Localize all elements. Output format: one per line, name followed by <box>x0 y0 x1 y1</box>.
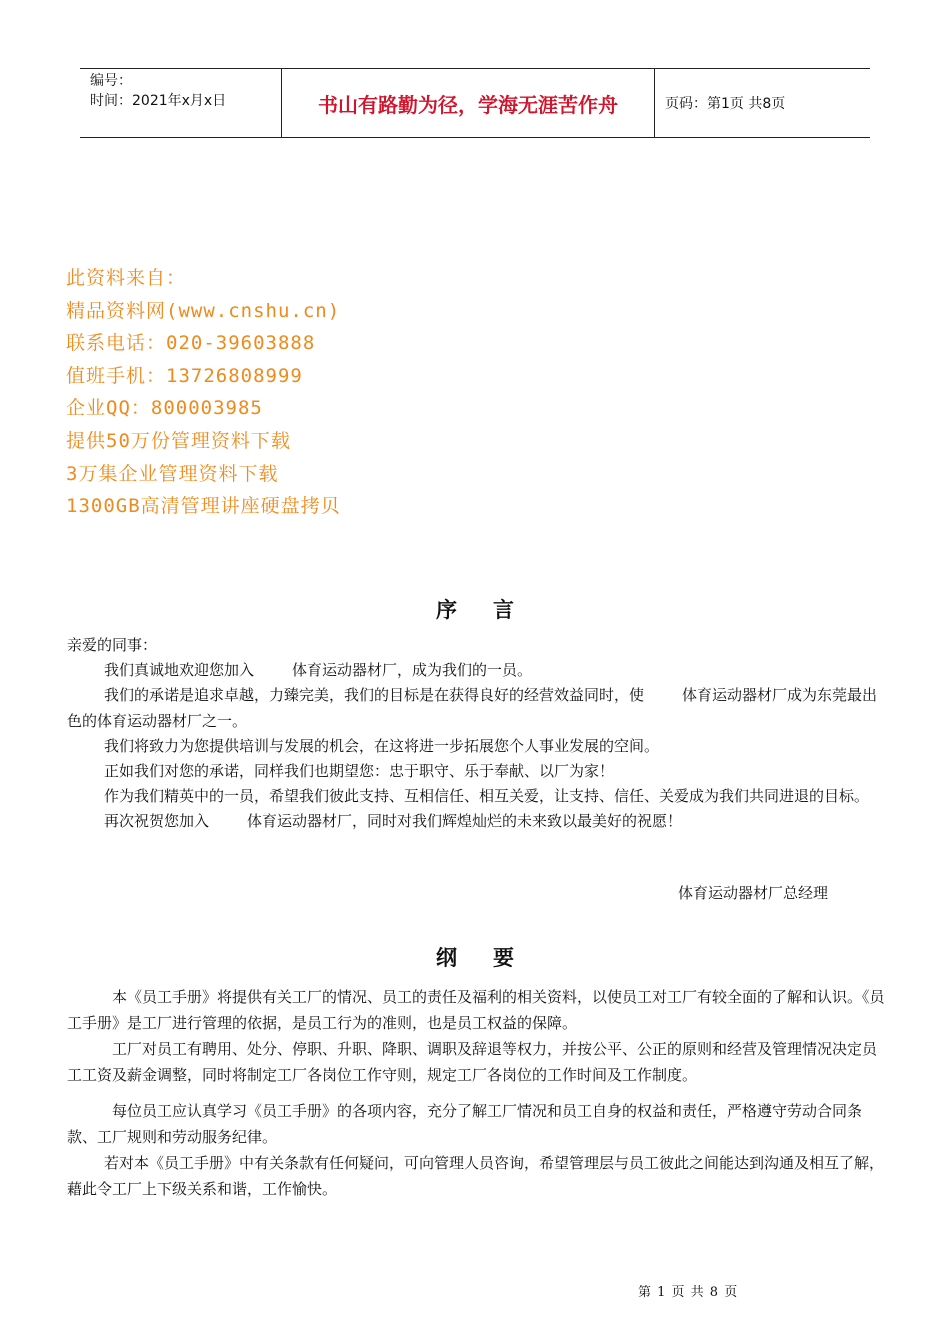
text-run: 再次祝贺您加入 <box>104 812 210 831</box>
text-run: 体育运动器材厂成为东莞最出色的体育运动器材厂之一。 <box>67 686 878 730</box>
preface-paragraph: 作为我们精英中的一员，希望我们彼此支持、互相信任、相互关爱，让支持、信任、关爱成为我们共同进退的目标。 <box>104 787 870 806</box>
source-line: 精品资料网(www.cnshu.cn) <box>66 299 341 322</box>
text-run: 我们真诚地欢迎您加入 <box>104 661 255 680</box>
preface-paragraph <box>67 683 885 733</box>
page-header <box>80 68 870 138</box>
preface-title: 序言 <box>436 597 550 622</box>
outline-paragraph: 每位员工应认真学习《员工手册》的各项内容，充分了解工厂情况和员工自身的权益和责任，严格遵守劳动合同条款、工厂规则和劳动服务纪律。 <box>67 1102 863 1146</box>
outline-paragraph: 工厂对员工有聘用、处分、停职、升职、降职、调职及辞退等权力，并按公平、公正的原则和经营及管理情况决定员工工资及薪金调整，同时将制定工厂各岗位工作守则，规定工厂各岗位的工作时间及工作制度。 <box>67 1040 878 1084</box>
header-motto: 书山有路勤为径，学海无涯苦作舟 <box>282 69 655 137</box>
source-line: 企业QQ：800003985 <box>66 397 263 420</box>
source-line: 联系电话：020-39603888 <box>66 332 316 355</box>
preface-body <box>67 633 885 835</box>
header-page-info: 页码：第1页 共8页 <box>665 96 786 112</box>
source-line: 值班手机：13726808999 <box>66 364 303 387</box>
text-run: 我们的承诺是追求卓越，力臻完美，我们的目标是在获得良好的经营效益同时，使 <box>104 686 645 705</box>
date-label: 时间：2021年x月x日 <box>90 93 227 109</box>
signoff: 体育运动器材厂总经理 <box>678 884 829 902</box>
preface-paragraph: 正如我们对您的承诺，同样我们也期望您：忠于职守、乐于奉献、以厂为家！ <box>104 762 615 781</box>
greeting: 亲爱的同事： <box>67 636 158 654</box>
source-line: 此资料来自： <box>66 267 187 289</box>
preface-paragraph: 我们将致力为您提供培训与发展的机会，在这将进一步拓展您个人事业发展的空间。 <box>104 736 660 755</box>
number-label: 编号： <box>90 73 132 89</box>
outline-paragraph: 本《员工手册》将提供有关工厂的情况、员工的责任及福利的相关资料，以使员工对工厂有较全面的了解和认识。《员工手册》是工厂进行管理的依据，是员工行为的准则，也是员工权益的保障。 <box>67 988 885 1032</box>
source-line: 提供50万份管理资料下载 <box>66 429 291 452</box>
text-run: 体育运动器材厂，同时对我们辉煌灿烂的未来致以最美好的祝愿！ <box>247 812 683 831</box>
header-meta <box>80 69 282 137</box>
source-line: 3万集企业管理资料下载 <box>66 462 279 485</box>
source-line: 1300GB高清管理讲座硬盘拷贝 <box>66 495 341 518</box>
preface-paragraph <box>67 809 885 834</box>
text-run: 体育运动器材厂，成为我们的一员。 <box>292 661 533 680</box>
source-info-block <box>66 262 341 523</box>
page-footer: 第 1 页 共 8 页 <box>638 1285 739 1300</box>
outline-body <box>67 984 885 1202</box>
preface-paragraph <box>67 658 885 683</box>
outline-paragraph: 若对本《员工手册》中有关条款有任何疑问，可向管理人员咨询，希望管理层与员工彼此之间能达到沟通及相互了解，藉此令工厂上下级关系和谐，工作愉快。 <box>67 1154 885 1198</box>
outline-title: 纲要 <box>436 945 550 970</box>
